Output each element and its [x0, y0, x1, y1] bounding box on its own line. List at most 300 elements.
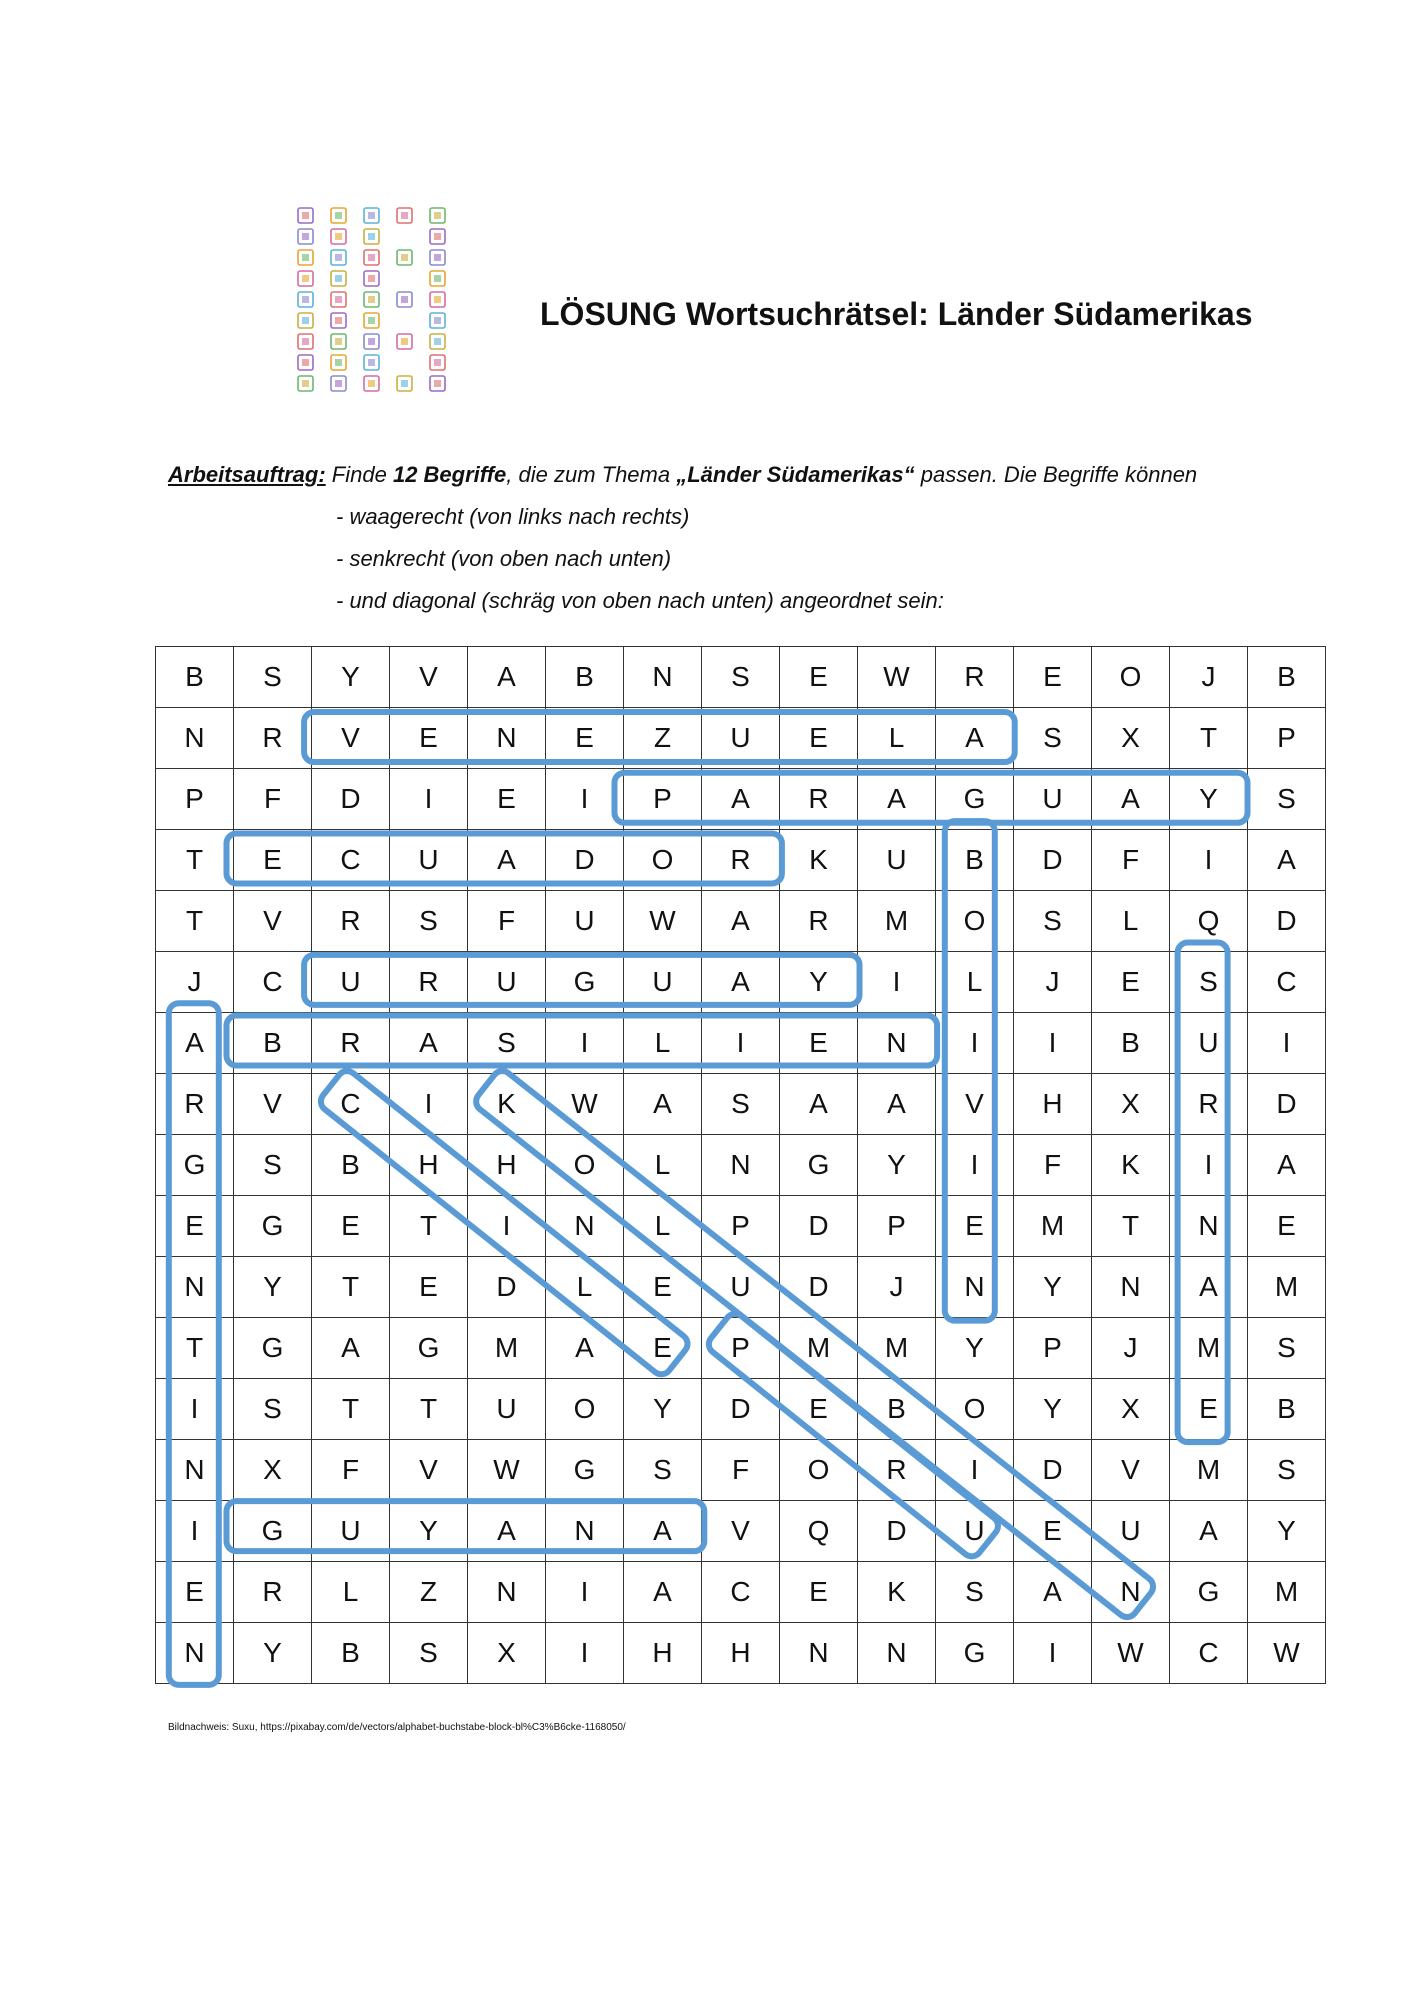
grid-cell[interactable]: I [390, 769, 468, 830]
grid-cell[interactable]: A [858, 1074, 936, 1135]
grid-cell[interactable]: N [546, 1196, 624, 1257]
grid-cell[interactable]: S [1248, 1440, 1326, 1501]
grid-cell[interactable]: I [936, 1013, 1014, 1074]
grid-cell[interactable]: M [1248, 1562, 1326, 1623]
grid-cell[interactable]: F [1092, 830, 1170, 891]
grid-cell[interactable]: M [858, 1318, 936, 1379]
grid-cell[interactable]: I [546, 769, 624, 830]
letter-block-glyph [302, 275, 309, 282]
grid-cell[interactable]: M [858, 891, 936, 952]
grid-cell[interactable]: I [546, 1562, 624, 1623]
grid-cell[interactable]: U [702, 708, 780, 769]
grid-cell[interactable]: D [1248, 891, 1326, 952]
grid-cell[interactable]: C [1170, 1623, 1248, 1684]
grid-cell[interactable]: S [1014, 708, 1092, 769]
grid-cell[interactable]: A [156, 1013, 234, 1074]
grid-cell[interactable]: T [156, 891, 234, 952]
grid-row [156, 1379, 1326, 1440]
grid-cell[interactable]: P [702, 1196, 780, 1257]
grid-cell[interactable]: R [156, 1074, 234, 1135]
grid-cell[interactable]: U [936, 1501, 1014, 1562]
grid-cell[interactable]: A [702, 891, 780, 952]
grid-cell[interactable]: V [390, 1440, 468, 1501]
grid-cell[interactable]: R [234, 1562, 312, 1623]
grid-cell[interactable]: S [1248, 769, 1326, 830]
grid-cell[interactable]: O [624, 830, 702, 891]
instructions-text-1: Finde [325, 462, 393, 487]
grid-cell[interactable]: S [624, 1440, 702, 1501]
grid-cell[interactable]: N [780, 1623, 858, 1684]
grid-cell[interactable]: N [1092, 1257, 1170, 1318]
grid-cell[interactable]: P [702, 1318, 780, 1379]
grid-cell[interactable]: B [1248, 647, 1326, 708]
grid-cell[interactable]: R [780, 891, 858, 952]
grid-cell[interactable]: T [156, 1318, 234, 1379]
grid-cell[interactable]: E [1092, 952, 1170, 1013]
grid-cell[interactable]: A [312, 1318, 390, 1379]
grid-cell[interactable]: T [1170, 708, 1248, 769]
grid-cell[interactable]: G [390, 1318, 468, 1379]
grid-cell[interactable]: U [546, 891, 624, 952]
grid-cell[interactable]: S [1014, 891, 1092, 952]
grid-cell[interactable]: T [312, 1257, 390, 1318]
instructions-label: Arbeitsauftrag [168, 462, 319, 487]
grid-cell[interactable]: M [1248, 1257, 1326, 1318]
grid-row [156, 1013, 1326, 1074]
grid-cell[interactable]: E [1170, 1379, 1248, 1440]
grid-cell[interactable]: Y [234, 1257, 312, 1318]
grid-cell[interactable]: S [390, 1623, 468, 1684]
grid-cell[interactable]: D [1014, 1440, 1092, 1501]
letter-block-glyph [335, 296, 342, 303]
grid-cell[interactable]: U [702, 1257, 780, 1318]
grid-cell[interactable]: Y [390, 1501, 468, 1562]
grid-cell[interactable]: S [936, 1562, 1014, 1623]
grid-cell[interactable]: M [1170, 1440, 1248, 1501]
grid-cell[interactable]: Y [624, 1379, 702, 1440]
grid-cell[interactable]: S [234, 1135, 312, 1196]
grid-cell[interactable]: I [468, 1196, 546, 1257]
grid-row [156, 647, 1326, 708]
grid-cell[interactable]: P [156, 769, 234, 830]
grid-cell[interactable]: Y [312, 647, 390, 708]
grid-cell[interactable]: K [468, 1074, 546, 1135]
letter-block-glyph [335, 380, 342, 387]
grid-cell[interactable]: N [858, 1623, 936, 1684]
grid-cell[interactable]: S [390, 891, 468, 952]
grid-row [156, 1074, 1326, 1135]
grid-cell[interactable]: J [1092, 1318, 1170, 1379]
letter-block-glyph [434, 317, 441, 324]
grid-cell[interactable]: I [1014, 1013, 1092, 1074]
grid-cell[interactable]: E [1014, 1501, 1092, 1562]
grid-cell[interactable]: A [624, 1501, 702, 1562]
grid-cell[interactable]: L [936, 952, 1014, 1013]
grid-cell[interactable]: I [702, 1013, 780, 1074]
grid-cell[interactable]: E [390, 708, 468, 769]
grid-cell[interactable]: S [702, 1074, 780, 1135]
grid-cell[interactable]: S [1170, 952, 1248, 1013]
grid-cell[interactable]: E [546, 708, 624, 769]
grid-cell[interactable]: B [312, 1135, 390, 1196]
grid-cell[interactable]: Y [1248, 1501, 1326, 1562]
grid-cell[interactable]: F [234, 769, 312, 830]
grid-cell[interactable]: H [390, 1135, 468, 1196]
grid-cell[interactable]: D [468, 1257, 546, 1318]
grid-cell[interactable]: T [1092, 1196, 1170, 1257]
grid-cell[interactable]: W [1092, 1623, 1170, 1684]
grid-cell[interactable]: I [858, 952, 936, 1013]
grid-cell[interactable]: J [156, 952, 234, 1013]
grid-cell[interactable]: N [936, 1257, 1014, 1318]
grid-cell[interactable]: C [702, 1562, 780, 1623]
grid-cell[interactable]: C [312, 830, 390, 891]
grid-cell[interactable]: N [1092, 1562, 1170, 1623]
grid-cell[interactable]: Y [1170, 769, 1248, 830]
grid-cell[interactable]: V [312, 708, 390, 769]
grid-cell[interactable]: G [546, 952, 624, 1013]
letter-block-glyph [368, 380, 375, 387]
grid-cell[interactable]: G [1170, 1562, 1248, 1623]
grid-cell[interactable]: F [1014, 1135, 1092, 1196]
grid-cell[interactable]: U [624, 952, 702, 1013]
grid-cell[interactable]: I [936, 1135, 1014, 1196]
grid-cell[interactable]: A [1014, 1562, 1092, 1623]
grid-cell[interactable]: P [624, 769, 702, 830]
grid-cell[interactable]: O [780, 1440, 858, 1501]
grid-cell[interactable]: E [312, 1196, 390, 1257]
grid-cell[interactable]: W [468, 1440, 546, 1501]
grid-cell[interactable]: B [312, 1623, 390, 1684]
letter-block-glyph [335, 212, 342, 219]
grid-cell[interactable]: V [234, 891, 312, 952]
grid-cell[interactable]: A [1170, 1501, 1248, 1562]
grid-cell[interactable]: A [936, 708, 1014, 769]
grid-cell[interactable]: K [780, 830, 858, 891]
grid-cell[interactable]: J [1014, 952, 1092, 1013]
grid-cell[interactable]: U [1092, 1501, 1170, 1562]
letter-block-glyph [434, 359, 441, 366]
grid-cell[interactable]: A [780, 1074, 858, 1135]
grid-cell[interactable]: U [312, 952, 390, 1013]
grid-cell[interactable]: I [546, 1013, 624, 1074]
grid-cell[interactable]: I [390, 1074, 468, 1135]
grid-row [156, 952, 1326, 1013]
letter-block-glyph [302, 212, 309, 219]
grid-cell[interactable]: E [780, 1013, 858, 1074]
letter-block-glyph [368, 212, 375, 219]
grid-cell[interactable]: R [780, 769, 858, 830]
letter-block-glyph [434, 212, 441, 219]
grid-cell[interactable]: H [468, 1135, 546, 1196]
grid-cell[interactable]: B [858, 1379, 936, 1440]
grid-cell[interactable]: A [702, 769, 780, 830]
grid-cell[interactable]: E [780, 647, 858, 708]
grid-cell[interactable]: U [390, 830, 468, 891]
letter-block-glyph [401, 254, 408, 261]
letter-block-glyph [401, 296, 408, 303]
letter-block-glyph [434, 275, 441, 282]
grid-cell[interactable]: E [156, 1196, 234, 1257]
grid-cell[interactable]: B [1248, 1379, 1326, 1440]
grid-cell[interactable]: I [936, 1440, 1014, 1501]
grid-cell[interactable]: E [1014, 647, 1092, 708]
grid-cell[interactable]: V [702, 1501, 780, 1562]
grid-cell[interactable]: A [1248, 1135, 1326, 1196]
grid-cell[interactable]: R [390, 952, 468, 1013]
grid-row [156, 1196, 1326, 1257]
grid-cell[interactable]: S [1248, 1318, 1326, 1379]
grid-cell[interactable]: R [1170, 1074, 1248, 1135]
grid-cell[interactable]: G [234, 1196, 312, 1257]
grid-cell[interactable]: A [1092, 769, 1170, 830]
instructions-colon: : [318, 462, 326, 487]
grid-cell[interactable]: L [1092, 891, 1170, 952]
grid-cell[interactable]: R [234, 708, 312, 769]
grid-row [156, 891, 1326, 952]
instruction-bullet-horizontal: - waagerecht (von links nach rechts) [336, 504, 690, 529]
grid-cell[interactable]: L [312, 1562, 390, 1623]
grid-cell[interactable]: S [702, 647, 780, 708]
letter-block-glyph [302, 338, 309, 345]
grid-cell[interactable]: N [468, 1562, 546, 1623]
grid-cell[interactable]: U [1170, 1013, 1248, 1074]
grid-cell[interactable]: Y [780, 952, 858, 1013]
grid-cell[interactable]: M [1014, 1196, 1092, 1257]
grid-cell[interactable]: P [1014, 1318, 1092, 1379]
grid-cell[interactable]: I [1170, 1135, 1248, 1196]
grid-cell[interactable]: W [1248, 1623, 1326, 1684]
grid-cell[interactable]: E [156, 1562, 234, 1623]
grid-cell[interactable]: N [702, 1135, 780, 1196]
grid-cell[interactable]: U [312, 1501, 390, 1562]
grid-cell[interactable]: N [858, 1013, 936, 1074]
grid-cell[interactable]: L [624, 1196, 702, 1257]
grid-cell[interactable]: R [312, 891, 390, 952]
grid-cell[interactable]: Y [936, 1318, 1014, 1379]
grid-cell[interactable]: A [546, 1318, 624, 1379]
grid-cell[interactable]: Q [1170, 891, 1248, 952]
grid-cell[interactable]: B [546, 647, 624, 708]
letter-block-glyph [368, 338, 375, 345]
grid-cell[interactable]: X [1092, 708, 1170, 769]
grid-cell[interactable]: V [1092, 1440, 1170, 1501]
grid-cell[interactable]: I [1014, 1623, 1092, 1684]
grid-cell[interactable]: A [858, 769, 936, 830]
grid-cell[interactable]: T [312, 1379, 390, 1440]
grid-cell[interactable]: A [468, 1501, 546, 1562]
grid-cell[interactable]: R [702, 830, 780, 891]
grid-cell[interactable]: S [468, 1013, 546, 1074]
grid-cell[interactable]: N [156, 1440, 234, 1501]
grid-cell[interactable]: H [702, 1623, 780, 1684]
instructions-text-3: passen. Die Begriffe können [914, 462, 1198, 487]
grid-cell[interactable]: G [234, 1318, 312, 1379]
grid-cell[interactable]: X [234, 1440, 312, 1501]
grid-cell[interactable]: A [1170, 1257, 1248, 1318]
grid-cell[interactable]: R [312, 1013, 390, 1074]
grid-cell[interactable]: A [468, 830, 546, 891]
grid-cell[interactable]: W [546, 1074, 624, 1135]
grid-cell[interactable]: D [702, 1379, 780, 1440]
grid-cell[interactable]: J [858, 1257, 936, 1318]
letter-block-glyph [368, 296, 375, 303]
grid-cell[interactable]: I [156, 1501, 234, 1562]
grid-cell[interactable]: O [936, 891, 1014, 952]
grid-cell[interactable]: V [234, 1074, 312, 1135]
grid-cell[interactable]: P [858, 1196, 936, 1257]
grid-cell[interactable]: H [624, 1623, 702, 1684]
grid-cell[interactable]: M [780, 1318, 858, 1379]
grid-cell[interactable]: S [234, 1379, 312, 1440]
instructions-count: 12 Begriffe [392, 462, 507, 487]
grid-cell[interactable]: D [1248, 1074, 1326, 1135]
grid-cell[interactable]: O [936, 1379, 1014, 1440]
grid-cell[interactable]: W [858, 647, 936, 708]
grid-cell[interactable]: N [468, 708, 546, 769]
grid-cell[interactable]: L [858, 708, 936, 769]
grid-row [156, 1440, 1326, 1501]
grid-cell[interactable]: A [390, 1013, 468, 1074]
grid-cell[interactable]: B [1092, 1013, 1170, 1074]
grid-cell[interactable]: I [1170, 830, 1248, 891]
grid-cell[interactable]: H [1014, 1074, 1092, 1135]
grid-cell[interactable]: S [234, 647, 312, 708]
grid-cell[interactable]: E [390, 1257, 468, 1318]
grid-cell[interactable]: U [1014, 769, 1092, 830]
grid-row [156, 769, 1326, 830]
grid-cell[interactable]: T [390, 1196, 468, 1257]
grid-cell[interactable]: A [468, 647, 546, 708]
grid-cell[interactable]: D [546, 830, 624, 891]
grid-cell[interactable]: L [546, 1257, 624, 1318]
grid-cell[interactable]: E [1248, 1196, 1326, 1257]
grid-cell[interactable]: M [1170, 1318, 1248, 1379]
grid-cell[interactable]: O [546, 1379, 624, 1440]
grid-cell[interactable]: F [312, 1440, 390, 1501]
grid-cell[interactable]: W [624, 891, 702, 952]
grid-cell[interactable]: I [1248, 1013, 1326, 1074]
grid-cell[interactable]: G [936, 769, 1014, 830]
instructions-text-2: , die zum Thema [506, 462, 677, 487]
grid-cell[interactable]: K [1092, 1135, 1170, 1196]
grid-cell[interactable]: L [624, 1013, 702, 1074]
grid-cell[interactable]: X [1092, 1379, 1170, 1440]
grid-cell[interactable]: C [312, 1074, 390, 1135]
grid-row [156, 830, 1326, 891]
grid-cell[interactable]: T [156, 830, 234, 891]
grid-cell[interactable]: G [234, 1501, 312, 1562]
grid-cell[interactable]: J [1170, 647, 1248, 708]
grid-cell[interactable]: E [780, 708, 858, 769]
grid-cell[interactable]: V [936, 1074, 1014, 1135]
word-search-grid [155, 646, 1326, 1684]
grid-cell[interactable]: D [780, 1196, 858, 1257]
grid-cell[interactable]: R [858, 1440, 936, 1501]
grid-cell[interactable]: A [624, 1562, 702, 1623]
grid-cell[interactable]: R [936, 647, 1014, 708]
grid-cell[interactable]: D [1014, 830, 1092, 891]
grid-cell[interactable]: E [780, 1562, 858, 1623]
grid-cell[interactable]: U [858, 830, 936, 891]
grid-cell[interactable]: F [702, 1440, 780, 1501]
letter-block-glyph [368, 359, 375, 366]
grid-cell[interactable]: P [1248, 708, 1326, 769]
grid-cell[interactable]: A [624, 1074, 702, 1135]
grid-cell[interactable]: Y [1014, 1379, 1092, 1440]
grid-cell[interactable]: X [468, 1623, 546, 1684]
grid-cell[interactable]: E [780, 1379, 858, 1440]
grid-cell[interactable]: G [780, 1135, 858, 1196]
letter-block-glyph [401, 380, 408, 387]
grid-cell[interactable]: B [156, 647, 234, 708]
grid-cell[interactable]: U [468, 1379, 546, 1440]
grid-cell[interactable]: Q [780, 1501, 858, 1562]
grid-cell[interactable]: N [546, 1501, 624, 1562]
grid-cell[interactable]: N [156, 708, 234, 769]
grid-cell[interactable]: D [858, 1501, 936, 1562]
letter-block-glyph [335, 317, 342, 324]
grid-cell[interactable]: N [1170, 1196, 1248, 1257]
grid-cell[interactable]: E [468, 769, 546, 830]
grid-cell[interactable]: T [390, 1379, 468, 1440]
grid-cell[interactable]: Z [624, 708, 702, 769]
grid-row [156, 1623, 1326, 1684]
grid-cell[interactable]: Y [1014, 1257, 1092, 1318]
grid-cell[interactable]: B [936, 830, 1014, 891]
grid-cell[interactable]: D [312, 769, 390, 830]
grid-cell[interactable]: E [624, 1257, 702, 1318]
grid-cell[interactable]: N [624, 647, 702, 708]
grid-cell[interactable]: Y [858, 1135, 936, 1196]
grid-cell[interactable]: E [936, 1196, 1014, 1257]
grid-cell[interactable]: G [936, 1623, 1014, 1684]
grid-cell[interactable]: F [468, 891, 546, 952]
grid-cell[interactable]: N [156, 1623, 234, 1684]
grid-cell[interactable]: A [702, 952, 780, 1013]
grid-cell[interactable]: V [390, 647, 468, 708]
grid-cell[interactable]: B [234, 1013, 312, 1074]
grid-row [156, 708, 1326, 769]
instructions-line [168, 462, 1197, 488]
grid-cell[interactable]: E [624, 1318, 702, 1379]
grid-cell[interactable]: U [468, 952, 546, 1013]
letter-block-glyph [302, 296, 309, 303]
letter-block-glyph [368, 317, 375, 324]
grid-cell[interactable]: N [156, 1257, 234, 1318]
letter-block-glyph [434, 380, 441, 387]
grid-cell[interactable]: K [858, 1562, 936, 1623]
grid-cell[interactable]: O [1092, 647, 1170, 708]
grid-cell[interactable]: X [1092, 1074, 1170, 1135]
grid-cell[interactable]: C [234, 952, 312, 1013]
grid-cell[interactable]: O [546, 1135, 624, 1196]
grid-cell[interactable]: A [1248, 830, 1326, 891]
grid-cell[interactable]: I [156, 1379, 234, 1440]
grid-cell[interactable]: C [1248, 952, 1326, 1013]
grid-cell[interactable]: Y [234, 1623, 312, 1684]
letter-block-glyph [335, 233, 342, 240]
grid-cell[interactable]: Z [390, 1562, 468, 1623]
grid-cell[interactable]: M [468, 1318, 546, 1379]
grid-cell[interactable]: G [546, 1440, 624, 1501]
letter-block-glyph [401, 338, 408, 345]
grid-cell[interactable]: L [624, 1135, 702, 1196]
grid-cell[interactable]: G [156, 1135, 234, 1196]
grid-cell[interactable]: I [546, 1623, 624, 1684]
grid-cell[interactable]: E [234, 830, 312, 891]
grid-cell[interactable]: D [780, 1257, 858, 1318]
